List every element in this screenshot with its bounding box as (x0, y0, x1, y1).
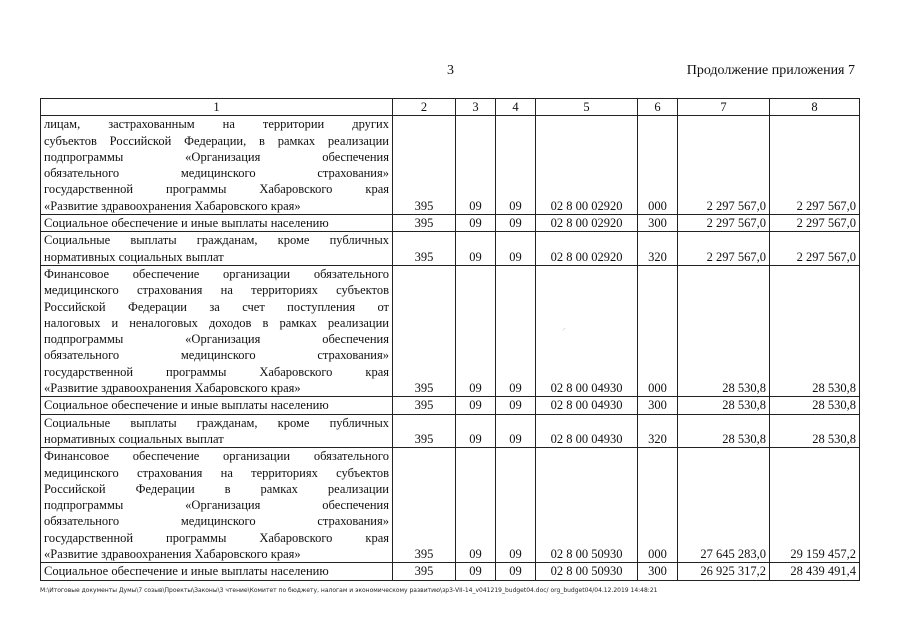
table-row (41, 397, 860, 414)
section-code-cell: 09 (456, 215, 496, 232)
target-article-cell: 02 8 00 04930 (536, 414, 638, 448)
expense-name-line: «Развитие здравоохранения Хабаровского края» (44, 381, 301, 396)
amount-2021-cell: 2 297 567,0 (770, 215, 860, 232)
expense-type-cell: 000 (638, 265, 678, 396)
expense-name-line: Социальные выплаты гражданам, кроме публичных (44, 233, 389, 248)
table-row (41, 215, 860, 232)
section-code-cell: 09 (456, 397, 496, 414)
amount-2021-cell: 28 530,8 (770, 414, 860, 448)
expense-name-cell (41, 563, 393, 580)
target-article-cell: 02 8 00 50930 (536, 448, 638, 563)
amount-2021-cell: 28 439 491,4 (770, 563, 860, 580)
amount-2020-cell: 27 645 283,0 (678, 448, 770, 563)
expense-name-cell (41, 215, 393, 232)
amount-2020-cell: 2 297 567,0 (678, 232, 770, 266)
target-article-cell: 02 8 00 02920 (536, 116, 638, 215)
expense-name-line: государственной программы Хабаровского края (44, 182, 389, 197)
expense-name-line: медицинского страхования на территориях субъектов (44, 283, 389, 298)
section-code-cell: 09 (456, 414, 496, 448)
expense-name-line: подпрограммы «Организация обеспечения (44, 149, 389, 164)
expense-name-line: Социальные выплаты гражданам, кроме публичных (44, 415, 389, 430)
amount-2020-cell: 28 530,8 (678, 397, 770, 414)
expense-type-cell: 300 (638, 563, 678, 580)
subsection-code-cell: 09 (496, 232, 536, 266)
amount-2021-cell: 28 530,8 (770, 397, 860, 414)
page-number: 3 (447, 63, 454, 78)
table-row (41, 116, 860, 215)
budget-table (40, 98, 860, 581)
table-row (41, 563, 860, 580)
amount-2020-cell: 2 297 567,0 (678, 116, 770, 215)
expense-name-line: обязательного медицинского страхования» (44, 166, 389, 181)
expense-type-cell: 300 (638, 397, 678, 414)
expense-name-line: субъектов Российской Федерации, в рамках реализации (44, 133, 389, 148)
subsection-code-cell: 09 (496, 265, 536, 396)
expense-name-line: Финансовое обеспечение организации обязательного (44, 266, 389, 281)
expense-name-line: Социальное обеспечение и иные выплаты населению (44, 216, 329, 231)
expense-type-cell: 320 (638, 414, 678, 448)
expense-name-cell (41, 397, 393, 414)
expense-name-line: Социальное обеспечение и иные выплаты населению (44, 398, 329, 413)
subsection-code-cell: 09 (496, 215, 536, 232)
target-article-cell: 02 8 00 02920 (536, 215, 638, 232)
amount-2021-cell: 29 159 457,2 (770, 448, 860, 563)
table-row (41, 414, 860, 448)
table-row (41, 265, 860, 396)
column-header-1: 1 (41, 99, 393, 116)
column-header-4: 4 (496, 99, 536, 116)
expense-type-cell: 000 (638, 448, 678, 563)
column-header-6: 6 (638, 99, 678, 116)
subsection-code-cell: 09 (496, 448, 536, 563)
column-header-2: 2 (393, 99, 456, 116)
column-header-7: 7 (678, 99, 770, 116)
expense-name-line: «Развитие здравоохранения Хабаровского края» (44, 198, 301, 213)
expense-name-line: лицам, застрахованным на территории других (44, 117, 389, 132)
expense-name-line: обязательного медицинского страхования» (44, 514, 389, 529)
expense-name-line: Социальное обеспечение и иные выплаты населению (44, 564, 329, 579)
expense-name-line: медицинского страхования на территориях субъектов (44, 465, 389, 480)
expense-name-cell (41, 448, 393, 563)
ministry-code-cell: 395 (393, 232, 456, 266)
column-header-5: 5 (536, 99, 638, 116)
target-article-cell: 02 8 00 02920 (536, 232, 638, 266)
expense-name-line: «Развитие здравоохранения Хабаровского края» (44, 547, 301, 562)
column-header-8: 8 (770, 99, 860, 116)
column-header-3: 3 (456, 99, 496, 116)
amount-2021-cell: 2 297 567,0 (770, 116, 860, 215)
subsection-code-cell: 09 (496, 414, 536, 448)
target-article-cell: 02 8 00 50930 (536, 563, 638, 580)
expense-name-cell (41, 116, 393, 215)
subsection-code-cell: 09 (496, 116, 536, 215)
subsection-code-cell: 09 (496, 563, 536, 580)
expense-name-line: подпрограммы «Организация обеспечения (44, 498, 389, 513)
expense-name-line: подпрограммы «Организация обеспечения (44, 332, 389, 347)
expense-name-cell (41, 414, 393, 448)
expense-name-line: Российской Федерации за счет поступления от (44, 299, 389, 314)
subsection-code-cell: 09 (496, 397, 536, 414)
expense-name-line: нормативных социальных выплат (44, 249, 224, 264)
amount-2020-cell: 26 925 317,2 (678, 563, 770, 580)
table-row (41, 448, 860, 563)
ministry-code-cell: 395 (393, 215, 456, 232)
amount-2020-cell: 2 297 567,0 (678, 215, 770, 232)
footer-path: M:\Итоговые документы Думы\7 созыв\Проекты\Законы\3 чтение\Комитет по бюджету, налогам и экономическому развитию\зр3-VII-14_v041219_budget04.doc/ org_budget04/04.12.2019 14:48:21 (40, 587, 658, 594)
ministry-code-cell: 395 (393, 397, 456, 414)
ministry-code-cell: 395 (393, 265, 456, 396)
section-code-cell: 09 (456, 448, 496, 563)
section-code-cell: 09 (456, 265, 496, 396)
ministry-code-cell: 395 (393, 116, 456, 215)
scan-mark: ⸝ (562, 323, 566, 332)
expense-name-cell (41, 265, 393, 396)
expense-name-line: Финансовое обеспечение организации обязательного (44, 449, 389, 464)
appendix-title: Продолжение приложения 7 (686, 63, 855, 78)
target-article-cell: 02 8 00 04930 (536, 265, 638, 396)
ministry-code-cell: 395 (393, 448, 456, 563)
expense-name-line: Российской Федерации в рамках реализации (44, 481, 389, 496)
expense-name-line: налоговых и неналоговых доходов в рамках реализации (44, 315, 389, 330)
section-code-cell: 09 (456, 232, 496, 266)
expense-name-line: нормативных социальных выплат (44, 431, 224, 446)
amount-2021-cell: 2 297 567,0 (770, 232, 860, 266)
expense-type-cell: 000 (638, 116, 678, 215)
expense-type-cell: 300 (638, 215, 678, 232)
target-article-cell: 02 8 00 04930 (536, 397, 638, 414)
expense-name-cell (41, 232, 393, 266)
table-body (41, 116, 860, 580)
amount-2020-cell: 28 530,8 (678, 414, 770, 448)
ministry-code-cell: 395 (393, 414, 456, 448)
expense-name-line: государственной программы Хабаровского края (44, 530, 389, 545)
section-code-cell: 09 (456, 563, 496, 580)
amount-2020-cell: 28 530,8 (678, 265, 770, 396)
amount-2021-cell: 28 530,8 (770, 265, 860, 396)
table-row (41, 232, 860, 266)
expense-type-cell: 320 (638, 232, 678, 266)
expense-name-line: государственной программы Хабаровского края (44, 364, 389, 379)
section-code-cell: 09 (456, 116, 496, 215)
table-header-row (41, 99, 860, 116)
expense-name-line: обязательного медицинского страхования» (44, 348, 389, 363)
ministry-code-cell: 395 (393, 563, 456, 580)
